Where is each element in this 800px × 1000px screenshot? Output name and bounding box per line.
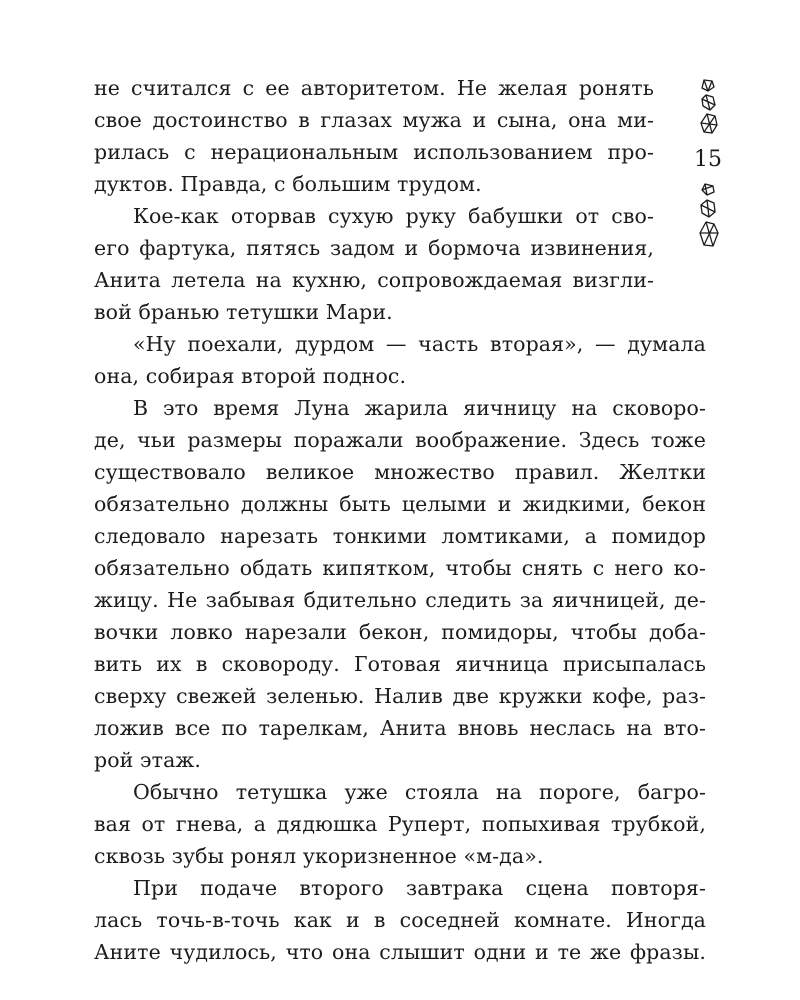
text-line: В это время Луна жарила яичницу на сковоро- xyxy=(133,396,706,420)
text-line: лась точь-в-точь как и в соседней комнате. Иногда xyxy=(94,908,706,932)
text-line: ложив все по тарелкам, Анита вновь неслась на вто- xyxy=(94,716,706,740)
page-number: 15 xyxy=(694,147,722,172)
text-line: вая от гнева, а дядюшка Руперт, попыхивая трубкой, xyxy=(94,812,706,836)
text-line: рилась с нерациональным использованием про- xyxy=(94,140,654,164)
text-line: Кое-как оторвав сухую руку бабушки от сво- xyxy=(133,204,654,228)
text-line: вить их в сковороду. Готовая яичница присыпалась xyxy=(94,652,706,676)
text-line: жицу. Не забывая бдительно следить за яичницей, де- xyxy=(94,588,706,612)
text-line: Анита летела на кухню, сопровождаемая визгли- xyxy=(94,268,654,292)
text-line: вой бранью тетушки Мари. xyxy=(94,300,393,324)
text-line: Аните чудилось, что она слышит одни и те же фразы. xyxy=(94,940,706,964)
text-line: существовало великое множество правил. Желтки xyxy=(94,460,706,484)
text-line: сквозь зубы ронял укоризненное «м-да». xyxy=(94,844,544,868)
text-line: рой этаж. xyxy=(94,748,201,772)
text-line: де, чьи размеры поражали воображение. Здесь тоже xyxy=(94,428,706,452)
text-line: его фартука, пятясь задом и бормоча извинения, xyxy=(94,236,654,260)
gem-cluster-icon xyxy=(696,78,720,138)
text-line: обязательно обдать кипятком, чтобы снять с него ко- xyxy=(94,556,706,580)
text-line: дуктов. Правда, с большим трудом. xyxy=(94,172,482,196)
text-line: она, собирая второй поднос. xyxy=(94,364,407,388)
text-line: При подаче второго завтрака сцена повторя- xyxy=(133,876,706,900)
gem-cluster-icon xyxy=(696,182,720,250)
text-line: следовало нарезать тонкими ломтиками, а помидор xyxy=(94,524,706,548)
text-line: «Ну поехали, дурдом — часть вторая», — думала xyxy=(133,332,706,356)
text-line: не считался с ее авторитетом. Не желая ронять xyxy=(94,76,654,100)
page-number-ornament xyxy=(686,78,730,253)
text-line: сверху свежей зеленью. Налив две кружки кофе, раз- xyxy=(94,684,706,708)
text-line: свое достоинство в глазах мужа и сына, она ми- xyxy=(94,108,654,132)
text-line: Обычно тетушка уже стояла на пороге, багро- xyxy=(133,780,706,804)
text-line: вочки ловко нарезали бекон, помидоры, чтобы доба- xyxy=(94,620,706,644)
text-line: обязательно должны быть целыми и жидкими, бекон xyxy=(94,492,706,516)
